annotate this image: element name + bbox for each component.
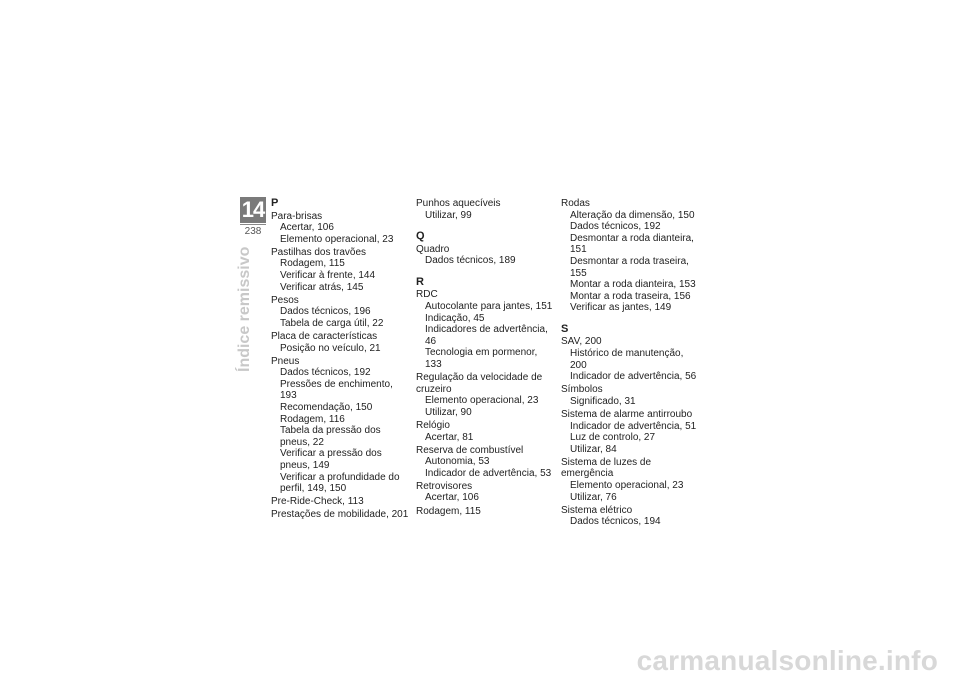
index-subentry: Elemento operacional, 23 <box>280 233 394 245</box>
index-subentry: Autocolante para jantes, 151 <box>425 300 553 312</box>
index-subentry: Acertar, 81 <box>425 431 474 443</box>
index-subentry: Desmontar a roda traseira, 155 <box>570 255 689 279</box>
index-entry: Punhos aquecíveis <box>416 198 501 209</box>
index-entry: Sistema de alarme antirroubo <box>561 409 693 420</box>
index-entry: Pneus <box>271 355 300 367</box>
index-subentry: Recomendação, 150 <box>280 402 373 413</box>
index-subentry: Utilizar, 99 <box>425 209 472 221</box>
index-column-2 <box>416 198 556 517</box>
index-subentry: Montar a roda dianteira, 153 <box>570 279 696 291</box>
index-subentry: Verificar à frente, 144 <box>280 269 376 281</box>
index-subentry: Tabela da pressão dos pneus, 22 <box>280 425 381 448</box>
chapter-number: 14 <box>241 197 265 222</box>
index-subentry: Verificar as jantes, 149 <box>570 302 672 314</box>
index-entry: Placa de características <box>271 330 378 342</box>
index-entry: Pastilhas dos travões <box>271 246 367 258</box>
index-subentry: Indicador de advertência, 53 <box>425 467 552 479</box>
index-subentry: Dados técnicos, 194 <box>570 516 661 528</box>
index-entry: Pre-Ride-Check, 113 <box>271 496 364 508</box>
index-subentry: Acertar, 106 <box>425 492 479 504</box>
index-subentry: Dados técnicos, 189 <box>425 255 516 267</box>
index-entry: Pesos <box>271 294 299 306</box>
index-entry: Para-brisas <box>271 210 323 222</box>
index-entry: Sistema elétrico <box>561 504 633 516</box>
page-number: 238 <box>240 224 266 237</box>
index-subentry: Pressões de enchimento, 193 <box>280 378 393 402</box>
index-subentry: Montar a roda traseira, 156 <box>570 290 691 302</box>
index-subentry: Elemento operacional, 23 <box>425 395 539 407</box>
index-entry: Rodagem, 115 <box>416 505 481 517</box>
index-entry: Prestações de mobilidade, 201 <box>271 509 409 521</box>
index-letter-heading: P <box>271 197 279 209</box>
index-entry: Reserva de combustível <box>416 444 524 456</box>
index-subentry: Desmontar a roda dianteira, 151 <box>570 232 694 256</box>
index-subentry: Indicação, 45 <box>425 312 485 324</box>
index-column-3 <box>561 198 701 528</box>
index-subentry: Acertar, 106 <box>280 222 334 234</box>
index-entry: SAV, 200 <box>561 336 602 348</box>
index-entry: RDC <box>416 289 438 301</box>
index-subentry: Tecnologia em pormenor, 133 <box>425 347 538 370</box>
index-subentry: Verificar a profundidade do perfil, 149, 150 <box>280 471 400 495</box>
index-subentry: Verificar atrás, 145 <box>280 281 364 293</box>
index-subentry: Tabela de carga útil, 22 <box>280 317 384 329</box>
index-subentry: Utilizar, 76 <box>570 491 617 503</box>
index-subentry: Utilizar, 84 <box>570 443 617 455</box>
index-entry: Sistema de luzes de emergência <box>561 456 652 480</box>
index-subentry: Indicadores de advertência, 46 <box>425 324 548 347</box>
index-column-1 <box>271 198 411 521</box>
index-subentry: Dados técnicos, 196 <box>280 306 371 318</box>
index-letter-heading: S <box>561 322 569 335</box>
index-entry: Regulação da velocidade de cruzeiro <box>416 372 543 395</box>
index-subentry: Autonomia, 53 <box>425 456 490 468</box>
index-entry: Quadro <box>416 243 450 255</box>
index-letter-heading: Q <box>416 230 425 243</box>
index-subentry: Indicador de advertência, 51 <box>570 420 697 432</box>
watermark: carmanualsonline.info <box>636 645 938 676</box>
index-subentry: Elemento operacional, 23 <box>570 480 684 492</box>
index-subentry: Dados técnicos, 192 <box>570 221 661 233</box>
index-letter-heading: R <box>416 275 424 288</box>
index-subentry: Histórico de manutenção, 200 <box>570 348 684 371</box>
index-subentry: Indicador de advertência, 56 <box>570 371 697 383</box>
index-subentry: Alteração da dimensão, 150 <box>570 209 695 221</box>
index-entry: Retrovisores <box>416 480 473 492</box>
index-subentry: Significado, 31 <box>570 395 636 407</box>
index-entry: Símbolos <box>561 384 603 396</box>
index-subentry: Posição no veículo, 21 <box>280 342 381 354</box>
section-side-title: Índice remissivo <box>236 246 253 372</box>
index-subentry: Verificar a pressão dos pneus, 149 <box>280 448 382 471</box>
index-subentry: Rodagem, 115 <box>280 258 345 270</box>
index-subentry: Utilizar, 90 <box>425 406 472 418</box>
index-subentry: Dados técnicos, 192 <box>280 367 371 379</box>
index-subentry: Rodagem, 116 <box>280 413 345 425</box>
index-subentry: Luz de controlo, 27 <box>570 432 656 444</box>
index-entry: Rodas <box>561 198 590 209</box>
index-entry: Relógio <box>416 419 450 431</box>
